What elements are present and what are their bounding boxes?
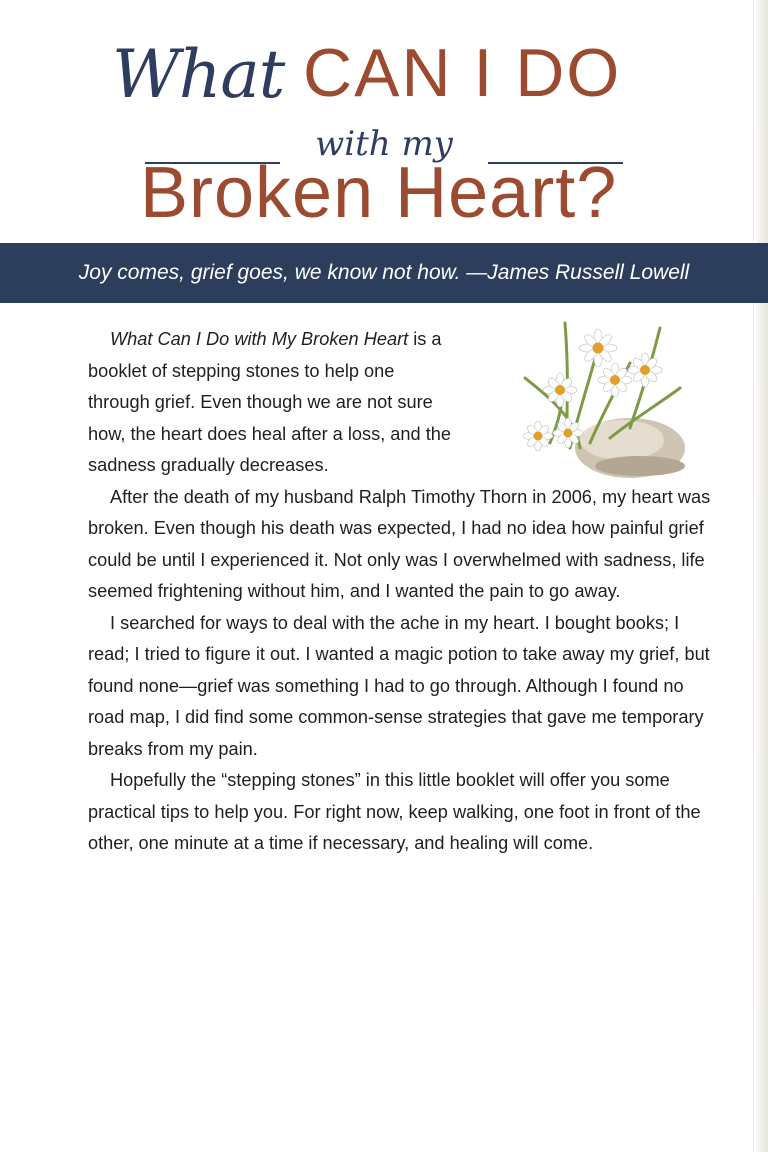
title-with-my: with my — [315, 124, 453, 164]
title-can-i-do: CAN I DO — [303, 35, 622, 111]
p1-line-4: how, the heart does heal after a loss, and the — [88, 423, 451, 444]
title-broken-heart: Broken Heart? — [140, 153, 618, 233]
p1-line-2: booklet of stepping stones to help one — [88, 360, 395, 381]
book-title — [0, 24, 768, 234]
paragraph-2: After the death of my husband Ralph Timothy Thorn in 2006, my heart was broken. Even though his death was expected, I had no idea how painful grief could be until I experienced it. Not only was I overwhelmed with sadness, life seemed frightening without him, and I wanted the pain to go away. — [88, 486, 711, 601]
paragraph-3: I searched for ways to deal with the ache in my heart. I bought books; I read; I tried to figure it out. I wanted a magic potion to take away my grief, but found none—grief was something I had to go through. Although I found no road map, I did find some common-sense strategies that gave me temporary breaks from my pain. — [88, 612, 710, 759]
title-what: What — [112, 36, 285, 113]
p1-line-5: sadness gradually decreases. — [88, 455, 329, 475]
paragraph-4: Hopefully the “stepping stones” in this little booklet will offer you some practical tips to help you. For right now, keep walking, one foot in front of the other, one minute at a time if necessary, and healing will come. — [88, 770, 701, 853]
booklet-title-italic: What Can I Do with My Broken Heart — [110, 329, 409, 349]
epigraph-quote: Joy comes, grief goes, we know not how. —James Russell Lowell — [78, 261, 690, 284]
paragraph-1 — [88, 324, 508, 482]
p1-line-3: through grief. Even though we are not sure — [88, 392, 433, 412]
p1-line-1: is a — [408, 329, 442, 349]
epigraph-band — [0, 243, 768, 303]
body-text — [88, 324, 718, 860]
